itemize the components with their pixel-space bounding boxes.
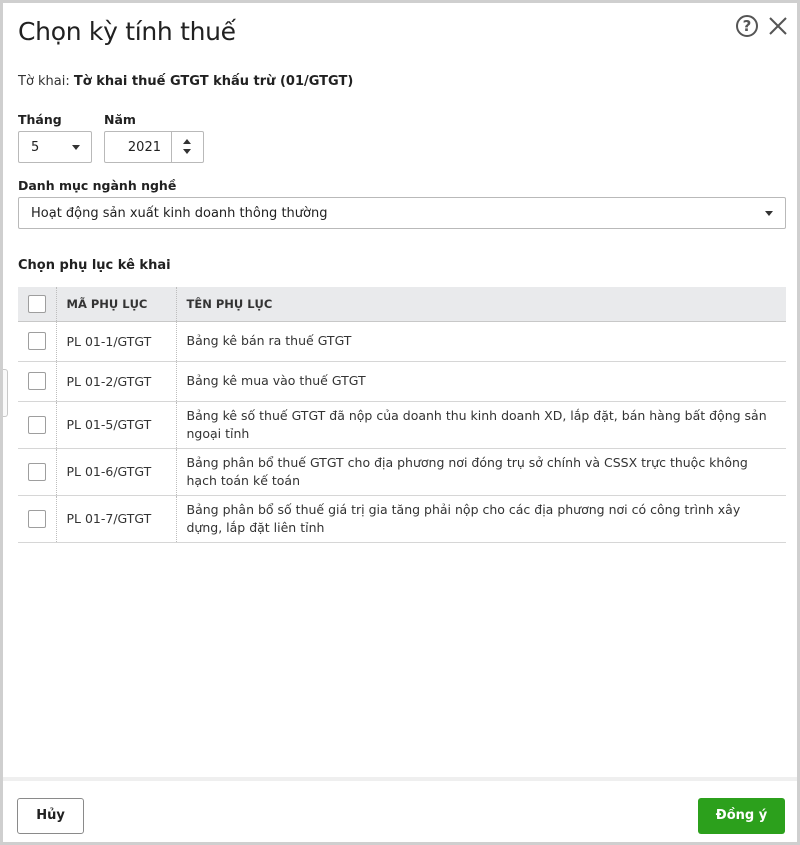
table-header-row [18, 287, 786, 321]
row-name-text: Bảng phân bổ thuế GTGT cho địa phương nơi đóng trụ sở chính và CSSX trực thuộc không hạch toán kế toán [186, 454, 748, 488]
row-code: PL 01-6/GTGT [56, 448, 176, 495]
close-icon[interactable] [767, 15, 789, 37]
year-stepper[interactable] [104, 131, 204, 163]
declaration-value: Tờ khai thuế GTGT khấu trừ (01/GTGT) [73, 74, 354, 89]
row-name-text: Bảng kê số thuế GTGT đã nộp của doanh thu kinh doanh XD, lắp đặt, bán hàng bất động sản ngoại tỉnh [186, 407, 767, 441]
dialog-title: Chọn kỳ tính thuế [18, 17, 236, 46]
confirm-button[interactable]: Đồng ý [698, 798, 785, 834]
row-name [176, 401, 786, 448]
column-header-name[interactable]: TÊN PHỤ LỤC [176, 287, 786, 321]
row-checkbox-cell [18, 495, 56, 542]
year-label: Năm [104, 112, 136, 127]
row-name-text: Bảng kê bán ra thuế GTGT [186, 333, 352, 348]
row-checkbox-cell [18, 321, 56, 361]
industry-label: Danh mục ngành nghề [18, 178, 177, 193]
increment-icon[interactable] [183, 139, 191, 144]
row-checkbox[interactable] [28, 463, 46, 481]
column-header-code[interactable]: MÃ PHỤ LỤC [56, 287, 176, 321]
chevron-down-icon [72, 145, 80, 150]
row-code: PL 01-2/GTGT [56, 361, 176, 401]
year-value: 2021 [127, 140, 161, 155]
appendix-section-title: Chọn phụ lục kê khai [18, 258, 171, 273]
row-checkbox-cell [18, 361, 56, 401]
decrement-icon[interactable] [183, 149, 191, 154]
table-row[interactable] [18, 448, 786, 495]
cancel-button[interactable]: Hủy [17, 798, 84, 834]
year-spinner[interactable] [171, 132, 203, 162]
row-checkbox-cell [18, 401, 56, 448]
table-row[interactable] [18, 321, 786, 361]
appendix-table [18, 287, 786, 543]
month-label: Tháng [18, 112, 62, 127]
help-icon[interactable]: ? [736, 15, 758, 37]
declaration-info [18, 74, 353, 89]
row-checkbox-cell [18, 448, 56, 495]
declaration-label: Tờ khai: [18, 74, 70, 89]
industry-select[interactable] [18, 197, 786, 229]
table-row[interactable] [18, 361, 786, 401]
select-all-checkbox[interactable] [28, 295, 46, 313]
row-code: PL 01-7/GTGT [56, 495, 176, 542]
chevron-down-icon [765, 211, 773, 216]
row-checkbox[interactable] [28, 372, 46, 390]
table-row[interactable] [18, 401, 786, 448]
row-checkbox[interactable] [28, 416, 46, 434]
row-code: PL 01-1/GTGT [56, 321, 176, 361]
row-name [176, 321, 786, 361]
row-name [176, 361, 786, 401]
resize-handle[interactable] [3, 369, 8, 417]
row-name [176, 495, 786, 542]
row-checkbox[interactable] [28, 510, 46, 528]
row-name-text: Bảng phân bổ số thuế giá trị gia tăng phải nộp cho các địa phương nơi có công trình xây dựng, lắp đặt liên tỉnh [186, 501, 741, 535]
table-row[interactable] [18, 495, 786, 542]
dialog-footer [3, 777, 797, 845]
select-all-cell [18, 287, 56, 321]
row-name [176, 448, 786, 495]
row-checkbox[interactable] [28, 332, 46, 350]
month-value: 5 [31, 140, 40, 155]
row-name-text: Bảng kê mua vào thuế GTGT [186, 373, 366, 388]
month-select[interactable] [18, 131, 92, 163]
industry-value: Hoạt động sản xuất kinh doanh thông thường [31, 206, 328, 221]
row-code: PL 01-5/GTGT [56, 401, 176, 448]
